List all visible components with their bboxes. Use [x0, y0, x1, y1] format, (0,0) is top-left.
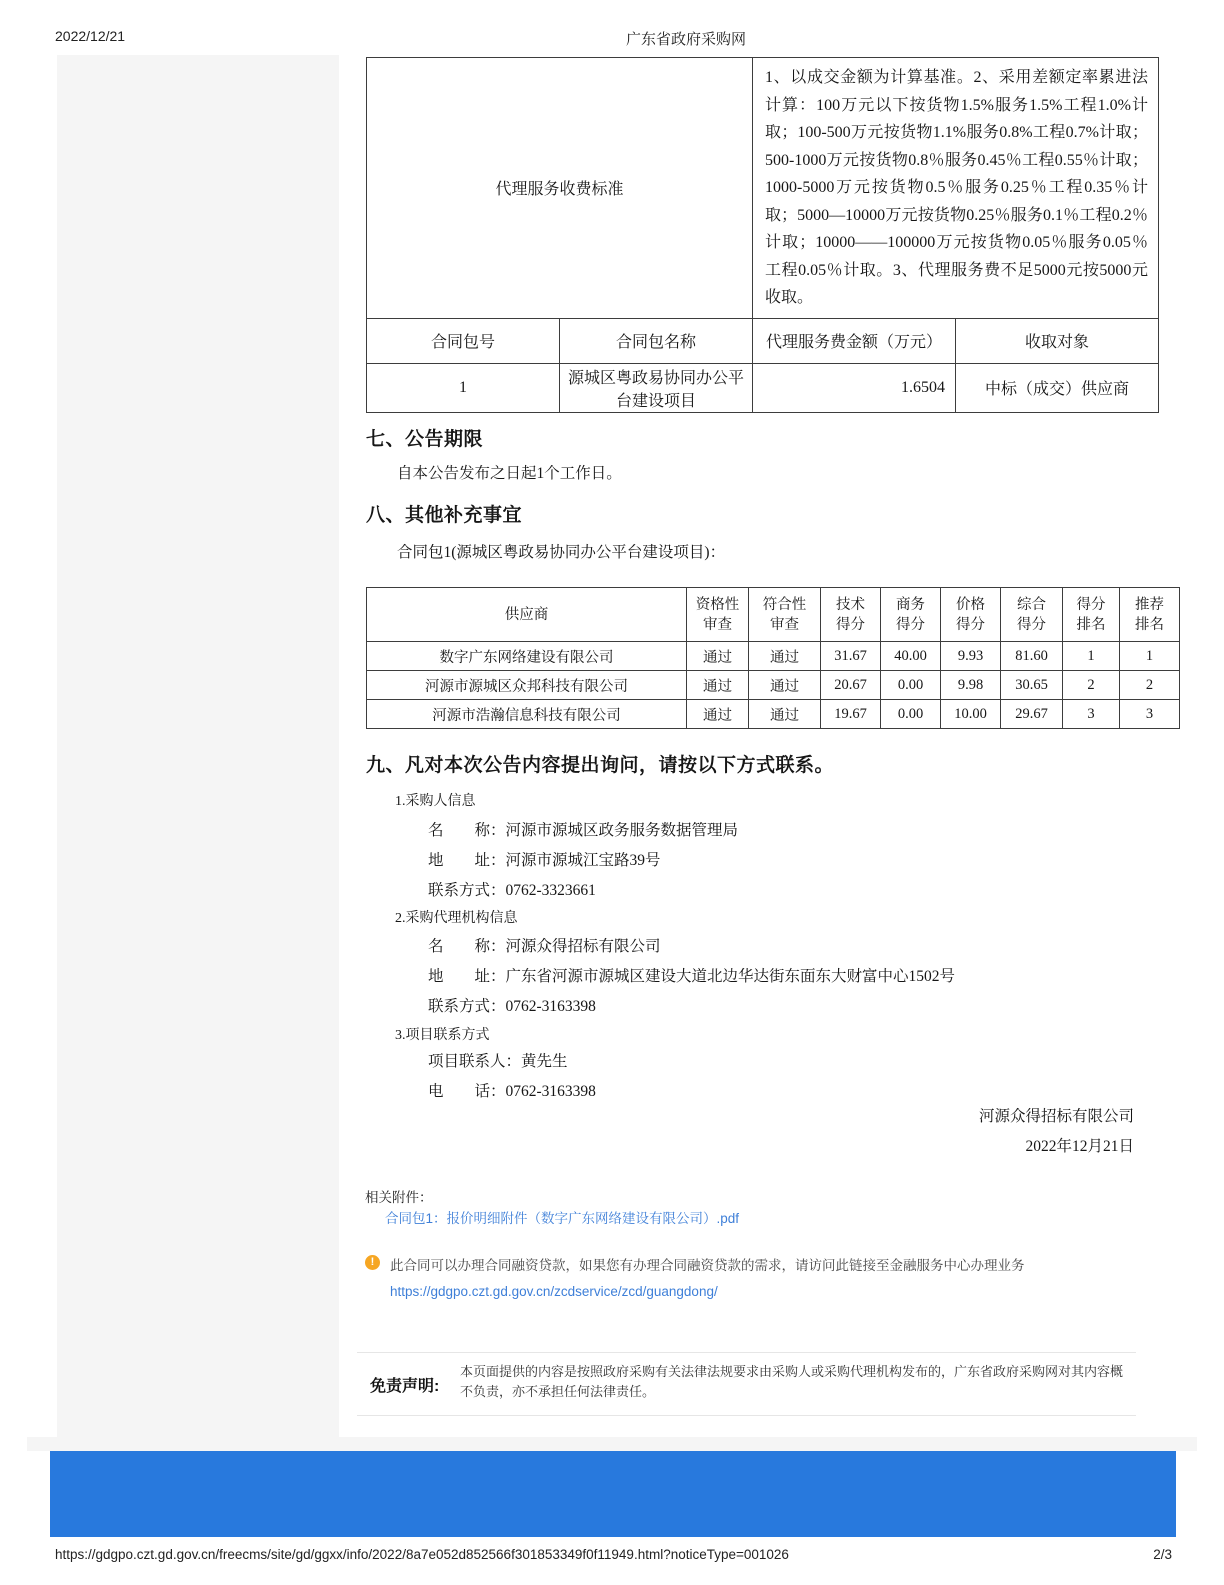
section-8-body: 合同包1(源城区粤政易协同办公平台建设项目)：	[397, 544, 726, 561]
cell-fee-amount: 1.6504	[753, 363, 956, 412]
fee-standard-label: 代理服务收费标准	[367, 58, 753, 319]
table-header-row	[367, 588, 1180, 642]
attachment-pdf-link[interactable]: 合同包1：报价明细附件（数字广东网络建设有限公司）.pdf	[385, 1211, 740, 1226]
cell-supplier: 河源市浩瀚信息科技有限公司	[367, 700, 687, 729]
signature-date: 2022年12月21日	[1025, 1138, 1134, 1155]
cell-package-no: 1	[367, 363, 560, 412]
project-contact-person: 项目联系人：黄先生	[428, 1053, 568, 1070]
cell-supplier: 数字广东网络建设有限公司	[367, 642, 687, 671]
agency-name: 名 称：河源众得招标有限公司	[428, 938, 661, 955]
loan-service-link[interactable]: https://gdgpo.czt.gd.gov.cn/zcdservice/zcd/guangdong/	[390, 1284, 718, 1299]
print-date: 2022/12/21	[55, 28, 126, 44]
col-header-fee-amount: 代理服务费金额（万元）	[753, 318, 956, 363]
attachments-title: 相关附件：	[365, 1190, 433, 1205]
agency-phone: 联系方式：0762-3163398	[428, 998, 596, 1015]
fee-standard-text: 1、以成交金额为计算基准。2、采用差额定率累进法计算：100万元以下按货物1.5%服务1.5%工程1.0%计取；100-500万元按货物1.1%服务0.8%工程0.7%计取；500-1000万元按货物0.8％服务0.45％工程0.55％计取；1000-5000万元按货物0.5％服务0.25％工程0.35％计取；5000—10000万元按货物0.25％服务0.1％工程0.2％计取；10000——100000万元按货物0.05％服务0.05％工程0.05％计取。3、代理服务费不足5000元按5000元收取。	[753, 58, 1159, 319]
table-row	[367, 363, 1159, 412]
table-row: 数字广东网络建设有限公司 通过 通过 31.67 40.00 9.93 81.60 1 1	[367, 642, 1180, 671]
table-row: 河源市浩瀚信息科技有限公司 通过 通过 19.67 0.00 10.00 29.67 3 3	[367, 700, 1180, 729]
col-header-price-score: 价格 得分	[941, 588, 1001, 642]
col-header-recommend-rank: 推荐 排名	[1120, 588, 1180, 642]
sidebar-placeholder	[57, 55, 339, 1449]
col-header-technical-score: 技术 得分	[821, 588, 881, 642]
site-title: 广东省政府采购网	[625, 31, 746, 48]
disclaimer-text: 本页面提供的内容是按照政府采购有关法律法规要求由采购人或采购代理机构发布的，广东省政府采购网对其内容概不负责，亦不承担任何法律责任。	[460, 1364, 1124, 1399]
footer-gray-band	[27, 1437, 1197, 1451]
col-header-total-score: 综合 得分	[1001, 588, 1063, 642]
col-header-package-no: 合同包号	[367, 318, 560, 363]
signature-company: 河源众得招标有限公司	[978, 1108, 1134, 1125]
loan-notice-text: 此合同可以办理合同融资贷款，如果您有办理合同融资贷款的需求，请访问此链接至金融服务中心办理业务	[390, 1258, 1025, 1273]
section-7-heading: 七、公告期限	[366, 429, 484, 450]
table-row: 河源市源城区众邦科技有限公司 通过 通过 20.67 0.00 9.98 30.65 2 2	[367, 671, 1180, 700]
page-indicator: 2/3	[1153, 1547, 1172, 1562]
project-contact-phone: 电 话：0762-3163398	[428, 1083, 596, 1100]
print-footer-url: https://gdgpo.czt.gd.gov.cn/freecms/site/gd/ggxx/info/2022/8a7e052d852566f301853349f0f11949.html?noticeType=001026	[55, 1547, 789, 1562]
col-header-package-name: 合同包名称	[560, 318, 753, 363]
exclamation-circle-icon	[365, 1255, 380, 1270]
col-header-charge-target: 收取对象	[956, 318, 1159, 363]
buyer-phone: 联系方式：0762-3323661	[428, 882, 596, 899]
agency-info-heading: 2.采购代理机构信息	[395, 911, 518, 926]
fee-table	[366, 57, 1159, 413]
table-header-row	[367, 318, 1159, 363]
cell-charge-target: 中标（成交）供应商	[956, 363, 1159, 412]
cell-supplier: 河源市源城区众邦科技有限公司	[367, 671, 687, 700]
disclaimer-label: 免责声明:	[370, 1378, 440, 1395]
buyer-info-heading: 1.采购人信息	[395, 794, 476, 809]
section-7-body: 自本公告发布之日起1个工作日。	[397, 465, 622, 482]
section-9-heading: 九、凡对本次公告内容提出询问，请按以下方式联系。	[366, 755, 835, 776]
disclaimer-box	[357, 1352, 1136, 1416]
buyer-address: 地 址：河源市源城江宝路39号	[428, 852, 661, 869]
col-header-business-score: 商务 得分	[881, 588, 941, 642]
buyer-name: 名 称：河源市源城区政务服务数据管理局	[428, 822, 739, 839]
agency-address: 地 址：广东省河源市源城区建设大道北边华达街东面东大财富中心1502号	[428, 968, 956, 985]
col-header-supplier: 供应商	[367, 588, 687, 642]
table-row	[367, 58, 1159, 319]
col-header-qualification-review: 资格性 审查	[687, 588, 749, 642]
col-header-conformity-review: 符合性 审查	[749, 588, 821, 642]
col-header-score-rank: 得分 排名	[1063, 588, 1120, 642]
cell-package-name: 源城区粤政易协同办公平台建设项目	[560, 363, 753, 412]
score-table	[366, 587, 1180, 729]
section-8-heading: 八、其他补充事宜	[366, 505, 523, 526]
footer-banner	[50, 1451, 1176, 1537]
project-contact-heading: 3.项目联系方式	[395, 1028, 490, 1043]
